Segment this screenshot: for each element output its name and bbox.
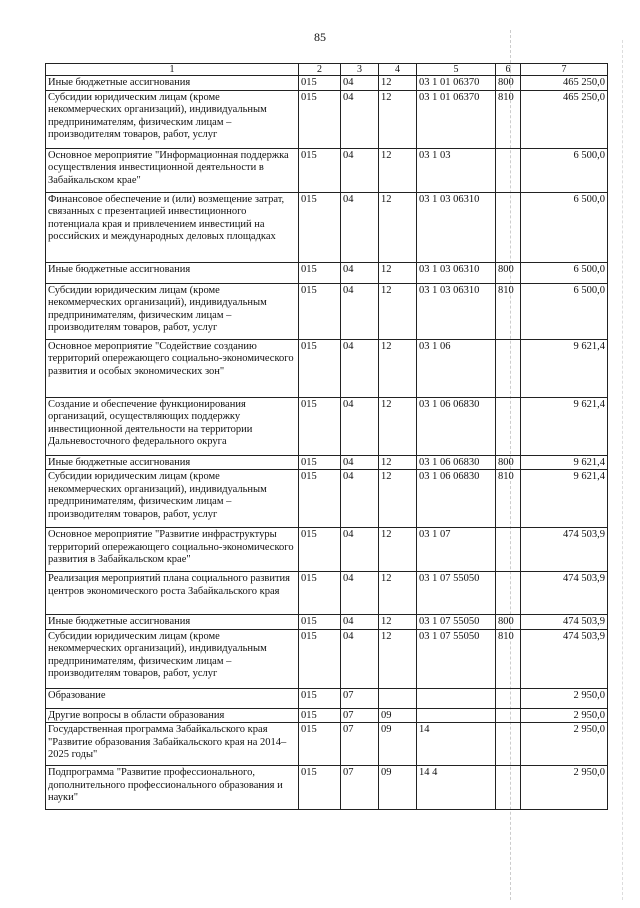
table-row: [46, 76, 608, 91]
subsection-cell: 09: [379, 723, 417, 766]
section-cell: 04: [341, 572, 379, 615]
ministry-code-cell: 015: [299, 470, 341, 528]
row-name-cell: Субсидии юридическим лицам (кроме некоммерческих организаций), индивидуальным предпринимателям, физическим лицам – производителям товаров, работ, услуг: [46, 283, 299, 339]
row-name-cell: Основное мероприятие "Развитие инфраструктуры территорий опережающего социально-экономического развития в Забайкальском крае": [46, 528, 299, 572]
section-cell: 07: [341, 708, 379, 723]
table-header-row: [46, 64, 608, 76]
amount-cell: 2 950,0: [521, 708, 608, 723]
row-name-cell: Иные бюджетные ассигнования: [46, 615, 299, 630]
amount-cell: 6 500,0: [521, 262, 608, 283]
table-row: [46, 192, 608, 262]
budget-table: [45, 63, 608, 810]
expense-type-cell: 800: [496, 615, 521, 630]
subsection-cell: 12: [379, 262, 417, 283]
target-article-cell: 03 1 07 55050: [417, 572, 496, 615]
table-row: [46, 148, 608, 192]
amount-cell: 9 621,4: [521, 470, 608, 528]
amount-cell: 465 250,0: [521, 90, 608, 148]
target-article-cell: 03 1 07 55050: [417, 629, 496, 688]
expense-type-cell: [496, 766, 521, 810]
row-name-cell: Подпрограмма "Развитие профессионального, дополнительного профессионального образования и науки": [46, 766, 299, 810]
amount-cell: 2 950,0: [521, 688, 608, 708]
table-row: [46, 283, 608, 339]
target-article-cell: 03 1 07: [417, 528, 496, 572]
ministry-code-cell: 015: [299, 615, 341, 630]
amount-cell: 2 950,0: [521, 723, 608, 766]
ministry-code-cell: 015: [299, 708, 341, 723]
expense-type-cell: 800: [496, 76, 521, 91]
ministry-code-cell: 015: [299, 262, 341, 283]
amount-cell: 474 503,9: [521, 528, 608, 572]
section-cell: 07: [341, 766, 379, 810]
section-cell: 04: [341, 262, 379, 283]
ministry-code-cell: 015: [299, 455, 341, 470]
subsection-cell: 12: [379, 339, 417, 397]
target-article-cell: 03 1 06: [417, 339, 496, 397]
section-cell: 04: [341, 148, 379, 192]
section-cell: 04: [341, 192, 379, 262]
target-article-cell: 03 1 03: [417, 148, 496, 192]
row-name-cell: Иные бюджетные ассигнования: [46, 262, 299, 283]
subsection-cell: 09: [379, 766, 417, 810]
table-row: [46, 766, 608, 810]
table-row: [46, 708, 608, 723]
section-cell: 04: [341, 339, 379, 397]
subsection-cell: 12: [379, 148, 417, 192]
target-article-cell: [417, 688, 496, 708]
ministry-code-cell: 015: [299, 528, 341, 572]
row-name-cell: Субсидии юридическим лицам (кроме некоммерческих организаций), индивидуальным предпринимателям, физическим лицам – производителям товаров, работ, услуг: [46, 90, 299, 148]
subsection-cell: 12: [379, 90, 417, 148]
target-article-cell: 03 1 01 06370: [417, 90, 496, 148]
row-name-cell: Создание и обеспечение функционирования организаций, осуществляющих поддержку инвестиционной деятельности на территории Дальневосточного федерального округа: [46, 397, 299, 455]
ministry-code-cell: 015: [299, 76, 341, 91]
target-article-cell: 03 1 03 06310: [417, 262, 496, 283]
table-row: [46, 455, 608, 470]
row-name-cell: Другие вопросы в области образования: [46, 708, 299, 723]
row-name-cell: Субсидии юридическим лицам (кроме некоммерческих организаций), индивидуальным предпринимателям, физическим лицам – производителям товаров, работ, услуг: [46, 470, 299, 528]
section-cell: 04: [341, 615, 379, 630]
row-name-cell: Иные бюджетные ассигнования: [46, 455, 299, 470]
target-article-cell: 03 1 06 06830: [417, 455, 496, 470]
row-name-cell: Реализация мероприятий плана социального развития центров экономического роста Забайкальского края: [46, 572, 299, 615]
ministry-code-cell: 015: [299, 397, 341, 455]
target-article-cell: [417, 708, 496, 723]
target-article-cell: 03 1 03 06310: [417, 283, 496, 339]
row-name-cell: Образование: [46, 688, 299, 708]
subsection-cell: 12: [379, 629, 417, 688]
subsection-cell: 12: [379, 528, 417, 572]
expense-type-cell: [496, 339, 521, 397]
ministry-code-cell: 015: [299, 283, 341, 339]
expense-type-cell: [496, 723, 521, 766]
column-header: 1: [46, 64, 299, 76]
section-cell: 04: [341, 455, 379, 470]
expense-type-cell: 800: [496, 262, 521, 283]
section-cell: 04: [341, 90, 379, 148]
expense-type-cell: 810: [496, 470, 521, 528]
subsection-cell: 12: [379, 572, 417, 615]
amount-cell: 9 621,4: [521, 339, 608, 397]
subsection-cell: 12: [379, 455, 417, 470]
subsection-cell: 12: [379, 76, 417, 91]
expense-type-cell: 810: [496, 90, 521, 148]
amount-cell: 9 621,4: [521, 397, 608, 455]
target-article-cell: 03 1 07 55050: [417, 615, 496, 630]
section-cell: 04: [341, 283, 379, 339]
ministry-code-cell: 015: [299, 192, 341, 262]
amount-cell: 2 950,0: [521, 766, 608, 810]
subsection-cell: 09: [379, 708, 417, 723]
table-row: [46, 470, 608, 528]
table-row: [46, 397, 608, 455]
expense-type-cell: [496, 572, 521, 615]
section-cell: 04: [341, 76, 379, 91]
row-name-cell: Основное мероприятие "Информационная поддержка осуществления инвестиционной деятельности в Забайкальском крае": [46, 148, 299, 192]
table-row: [46, 339, 608, 397]
expense-type-cell: 810: [496, 283, 521, 339]
section-cell: 04: [341, 629, 379, 688]
amount-cell: 6 500,0: [521, 283, 608, 339]
ministry-code-cell: 015: [299, 148, 341, 192]
subsection-cell: [379, 688, 417, 708]
amount-cell: 9 621,4: [521, 455, 608, 470]
expense-type-cell: [496, 148, 521, 192]
row-name-cell: Финансовое обеспечение и (или) возмещение затрат, связанных с презентацией инвестиционного потенциала края и привлечением инвестиций на российских и международных деловых площадках: [46, 192, 299, 262]
ministry-code-cell: 015: [299, 90, 341, 148]
subsection-cell: 12: [379, 192, 417, 262]
subsection-cell: 12: [379, 615, 417, 630]
table-body: [46, 76, 608, 810]
table-row: [46, 615, 608, 630]
column-header: 4: [379, 64, 417, 76]
amount-cell: 474 503,9: [521, 629, 608, 688]
amount-cell: 6 500,0: [521, 148, 608, 192]
section-cell: 04: [341, 397, 379, 455]
target-article-cell: 03 1 06 06830: [417, 397, 496, 455]
column-header: 2: [299, 64, 341, 76]
ministry-code-cell: 015: [299, 339, 341, 397]
table-row: [46, 723, 608, 766]
row-name-cell: Иные бюджетные ассигнования: [46, 76, 299, 91]
expense-type-cell: [496, 688, 521, 708]
section-cell: 07: [341, 688, 379, 708]
expense-type-cell: [496, 397, 521, 455]
subsection-cell: 12: [379, 397, 417, 455]
section-cell: 07: [341, 723, 379, 766]
subsection-cell: 12: [379, 470, 417, 528]
amount-cell: 474 503,9: [521, 572, 608, 615]
expense-type-cell: [496, 708, 521, 723]
table-row: [46, 528, 608, 572]
table-row: [46, 629, 608, 688]
target-article-cell: 14 4: [417, 766, 496, 810]
column-header: 6: [496, 64, 521, 76]
section-cell: 04: [341, 470, 379, 528]
amount-cell: 6 500,0: [521, 192, 608, 262]
table-row: [46, 262, 608, 283]
column-header: 3: [341, 64, 379, 76]
column-header: 5: [417, 64, 496, 76]
amount-cell: 474 503,9: [521, 615, 608, 630]
page-number: 85: [314, 30, 326, 44]
row-name-cell: Субсидии юридическим лицам (кроме некоммерческих организаций), индивидуальным предпринимателям, физическим лицам – производителям товаров, работ, услуг: [46, 629, 299, 688]
row-name-cell: Основное мероприятие "Содействие созданию территорий опережающего социально-экономического развития и особых экономических зон": [46, 339, 299, 397]
ministry-code-cell: 015: [299, 723, 341, 766]
ministry-code-cell: 015: [299, 688, 341, 708]
subsection-cell: 12: [379, 283, 417, 339]
expense-type-cell: [496, 192, 521, 262]
table-row: [46, 572, 608, 615]
expense-type-cell: [496, 528, 521, 572]
table-row: [46, 90, 608, 148]
row-name-cell: Государственная программа Забайкальского края "Развитие образования Забайкальского края на 2014–2025 годы": [46, 723, 299, 766]
expense-type-cell: 800: [496, 455, 521, 470]
column-header: 7: [521, 64, 608, 76]
ministry-code-cell: 015: [299, 766, 341, 810]
section-cell: 04: [341, 528, 379, 572]
target-article-cell: 14: [417, 723, 496, 766]
ministry-code-cell: 015: [299, 572, 341, 615]
amount-cell: 465 250,0: [521, 76, 608, 91]
scan-artifact-line: [622, 40, 623, 900]
ministry-code-cell: 015: [299, 629, 341, 688]
target-article-cell: 03 1 03 06310: [417, 192, 496, 262]
expense-type-cell: 810: [496, 629, 521, 688]
target-article-cell: 03 1 06 06830: [417, 470, 496, 528]
table-row: [46, 688, 608, 708]
target-article-cell: 03 1 01 06370: [417, 76, 496, 91]
